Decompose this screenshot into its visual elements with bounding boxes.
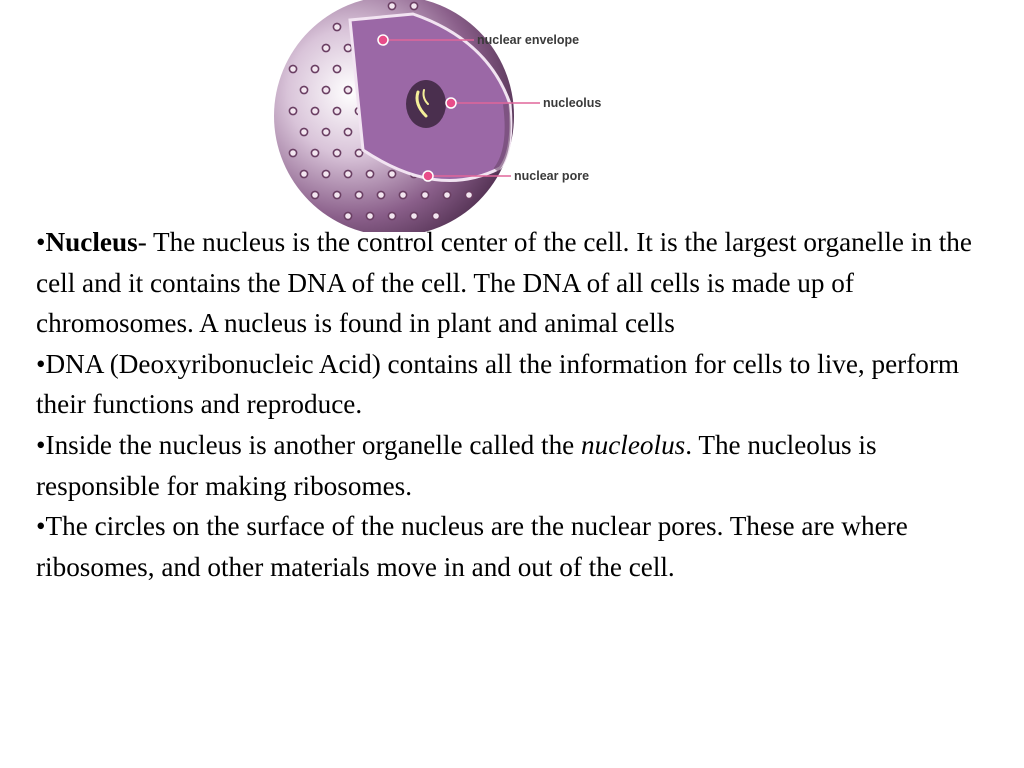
- nuclear-pore-dot: [344, 170, 351, 177]
- nuclear-pore-dot: [344, 128, 351, 135]
- nucleolus-text-before: Inside the nucleus is another organelle called the: [45, 429, 582, 460]
- bullet-mark: •: [36, 429, 46, 460]
- nuclear-pore-dot: [344, 44, 351, 51]
- nuclear-pore-dot: [333, 23, 340, 30]
- nuclear-pore-dot: [366, 212, 373, 219]
- nuclear-pore-dot: [366, 170, 373, 177]
- nuclear-pore-dot: [300, 86, 307, 93]
- nucleolus-shape: [406, 80, 446, 128]
- nuclear-pore-dot: [377, 191, 384, 198]
- nuclear-pore-dot: [333, 65, 340, 72]
- nuclear-pore-dot: [300, 128, 307, 135]
- nucleolus-marker-dot: [446, 98, 456, 108]
- nuclear-pore-dot: [410, 212, 417, 219]
- bullet-mark: •: [36, 511, 46, 542]
- nuclear-pore-dot: [388, 2, 395, 9]
- nuclear-pore-dot: [311, 65, 318, 72]
- nuclear-pore-dot: [322, 170, 329, 177]
- label-nuclear-pore: nuclear pore: [514, 169, 590, 183]
- nucleus-diagram: [268, 0, 628, 232]
- nuclear-pore-dot: [355, 191, 362, 198]
- nuclear-pore-dot: [432, 212, 439, 219]
- nuclear-pore-dot: [311, 149, 318, 156]
- bullet-pores: [36, 506, 996, 587]
- nuclear-pore-dot: [322, 86, 329, 93]
- nuclear-pore-dot: [410, 2, 417, 9]
- nuclear-pore-dot: [388, 170, 395, 177]
- nuclear-pore-dot: [289, 65, 296, 72]
- nuclear-pore-dot: [333, 149, 340, 156]
- nuclear-pore-dot: [300, 170, 307, 177]
- nuclear-pore-dot: [344, 212, 351, 219]
- dna-description: DNA (Deoxyribonucleic Acid) contains all the information for cells to live, perform their functions and reproduce.: [36, 348, 960, 420]
- pores-description: The circles on the surface of the nucleus are the nuclear pores. These are where ribosomes, and other materials move in and out of the cell.: [36, 511, 908, 582]
- bullet-mark: •: [36, 348, 46, 379]
- bullet-nucleus: [36, 222, 996, 344]
- nuclear-pore-dot: [443, 191, 450, 198]
- bullet-dna: [36, 344, 996, 425]
- nuclear-pore-dot: [465, 191, 472, 198]
- nuclear-pore-dot: [388, 212, 395, 219]
- nuclear-pore-dot: [355, 149, 362, 156]
- nucleus-description: - The nucleus is the control center of the cell. It is the largest organelle in the cell and it contains the DNA of the cell. The DNA of all cells is made up of chromosomes. A nucleus is found in plant and animal cells: [36, 227, 972, 339]
- nuclear-pore-dot: [311, 107, 318, 114]
- term-nucleus: Nucleus: [45, 227, 138, 257]
- nuclear-pore-dot: [399, 191, 406, 198]
- label-nucleolus: nucleolus: [543, 96, 602, 110]
- nuclear-pore-dot: [322, 44, 329, 51]
- nuclear-pore-dot: [322, 128, 329, 135]
- nuclear-pore-dot: [333, 107, 340, 114]
- body-text: [36, 222, 996, 587]
- nuclear-pore-dot: [289, 107, 296, 114]
- pore-marker-dot: [423, 171, 433, 181]
- bullet-mark: •: [36, 227, 46, 257]
- nuclear-pore-dot: [311, 191, 318, 198]
- nuclear-pore-dot: [333, 191, 340, 198]
- nucleolus-text-after: . The nucleolus is responsible for making ribosomes.: [36, 429, 877, 501]
- label-nuclear-envelope: nuclear envelope: [477, 33, 580, 47]
- nuclear-pore-dot: [289, 149, 296, 156]
- term-nucleolus: nucleolus: [581, 429, 686, 460]
- nuclear-pore-dot: [421, 191, 428, 198]
- bullet-nucleolus: [36, 425, 996, 506]
- nuclear-pore-dot: [344, 86, 351, 93]
- envelope-marker-dot: [378, 35, 388, 45]
